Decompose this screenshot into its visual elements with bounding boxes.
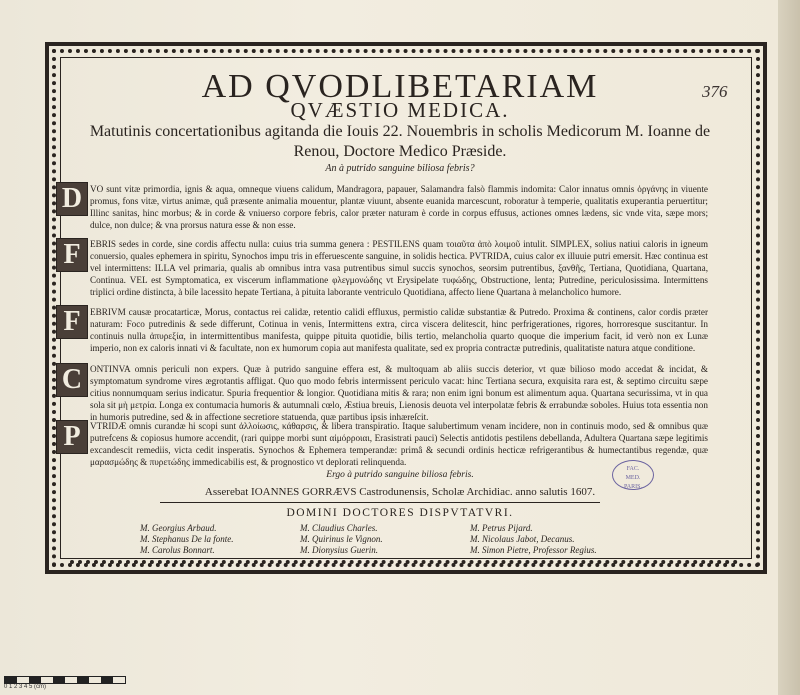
bottom-ornament [70, 560, 738, 573]
page-number: 376 [702, 82, 728, 101]
doctor-name: M. Stephanus De la fonte. [140, 534, 234, 544]
paragraph-4: ONTINVA omnis periculi non expers. Quæ à putrido sanguine effera est, & multoquam ab aliis succis deterior, vt quæ bilioso modo accedat & incidat, & symptomatum syndrome vires ægrotantis affligat. Quo quo modo febris intermissent periculo vacat: hinc Tertiana secura, exquisita rara est, & septimo circuitu sæpe citius nonnumquam serius indicatur. Spuria frequentior & longior. Quotidiana mitis & rara; non enim igni bonum est alimentum aqua. Quartana securissima, vt in qua sola sit μὴ μετρία. Longa ex contumacia humoris & autumnali cœlo, Æstiua breuis, Lienosis deuota vel interpolatæ febris & errabundæ soboles. Huius tota essentia non in humoris putredine, sed & in affectione secretiore statuenda, quæ partibus ipsis inhæreſcit. [90, 364, 708, 422]
doctor-name: M. Claudius Charles. [300, 523, 378, 533]
dropcap-c: C [56, 363, 88, 397]
dropcap-d: D [56, 182, 88, 216]
announcement-text: Matutinis concertationibus agitanda die Iouis 22. Nouembris in scholis Medicorum M. Ioanne de Renou, Doctore Medico Præside. [89, 123, 711, 160]
dropcap-f2: F [56, 305, 88, 339]
doctor-name: M. Simon Pietre, Professor Regius. [470, 545, 597, 555]
doctors-list [140, 523, 660, 556]
stamp-line-2: MED. [625, 475, 641, 481]
doctor-name: M. Georgius Arbaud. [140, 523, 217, 533]
doctor-name: M. Petrus Pijard. [470, 523, 533, 533]
defender-line: Asserebat IOANNES GORRÆVS Castrodunensis, Scholæ Archidiac. anno salutis 1607. [204, 486, 596, 498]
scale-label: 0 1 2 3 4 5 (cm) [4, 684, 47, 690]
doctor-name: M. Nicolaus Jabot, Decanus. [470, 534, 575, 544]
stamp-line-1: FAC. [626, 466, 640, 472]
divider-rule [160, 502, 600, 503]
document-title: AD QVODLIBETARIAM [201, 68, 599, 105]
paragraph-3: EBRIVM causæ procatarticæ, Morus, contactus rei calidæ, retentio calidi effluxus, permistio calidæ substantiæ & Putredo. Proxima & continens, calor cordis præter naturam: Foco putredinis & sede differunt, Cotinua in venis, Intermittens extra, circa viscera delitescit, hinc perfrigerationes, rigores, horroresque suscitantur. In continuis nulla ἀπυρεξία, in intermittentibus manifesta, quippe pituita quotidie, bilis tertio, melancholia quarto quoque die imperium facit, id verò non ex Lunæ imperio, non ex caloris innati vi & facultate, non ex humorum copia aut manifesta qualitate, sed ex propria contractæ putredinis, qualitatiste natura atque conditione. [90, 307, 708, 353]
paragraph-1: VO sunt vitæ primordia, ignis & aqua, omneque viuens calidum, Mandragora, papauer, Salamandra falsò flammis indomita: Calor innatus omnis ὀργάνης in viuente promus, fons vitæ, virtus animæ, quâ præsente animalia mouentur, plantæ viuunt, absente euanida marcescunt, roboratur à temperie, qualitatis exuperantia peruertitur; Illinc sanitas, hinc morbus; & in corde & vniuerso corpore febris, calor præter naturam è corde in corpus effusus, actiones omnes lædens, sic vnde vita, sæpe mors; dulce, non dulce; & vna prorsus natura esse & non esse. [90, 184, 708, 230]
doctor-name: M. Carolus Bonnart. [140, 545, 215, 555]
paragraph-2: EBRIS sedes in corde, sine cordis affectu nulla: cuius tria summa genera : PESTILENS quam τοιαῦτα ἀπὸ λοιμοῦ intulit. SIMPLEX, solius natiui caloris in igneum conuersio, quales ephemera in spiritu, Synochos impu tris in efferuescente sanguine, in solidis hectica. PVTRIDA, cuius calor ex illuuie putri emersit. Hæc continua est vel intermittens: ILLA vel primaria, qualis ab omnibus intra vasa putrentibus simul succis synochos, seorsim putrentibus, ξανθῆς, Tertiana, Quotidiana, Quartana, Continua. VEL est Symptomatica, ex viscerum inflammatione φλεγμονώδης vt Erysipelate τυφώδης, Obstructione, lenta; Putredine, periculosissima. Intermittens triplici ordine distincta, à bile lacessito hepate Tertiana, à pituita laborante ventriculo Quotidiana, affecto liene Quartana à melancholico humore. [90, 239, 708, 297]
doctors-heading: DOMINI DOCTORES DISPVTATVRI. [286, 507, 514, 519]
document-subtitle: QVÆSTIO MEDICA. [290, 98, 510, 122]
dropcap-f: F [56, 238, 88, 272]
stamp-line-3: PARIS. [624, 484, 642, 490]
scale-bar [4, 676, 126, 684]
doctor-name: M. Dionysius Guerin. [300, 545, 378, 555]
question-line: An à putrido sanguine biliosa febris? [325, 163, 475, 174]
paragraph-5: VTRIDÆ omnis curandæ hi scopi sunt ἀλλοίωσις, κάθαρσις, & libera transpiratio. Itaque salubertimum venam incidere, non in continuis modo, sed & omnibus quæ putrefcens & copiosus humore accendit, (rari quippe morbi sunt αἱμόρροιαι, Erasistrati pauci) Selectis antidotis pestilens debellanda, Adultera Quartana sæpe legitimis excandescit remediis, victa cedit insperatis. Synochos & Ephemera temperandæ: primâ & secundi ordinis hecticæ refrigerantibus & humectantibus regendæ, quæ μαρασμώδης & πυρετώδης immedicabilis est, & prognostico vt deplorati relinquenda. [90, 421, 708, 467]
dropcap-p: P [56, 420, 88, 454]
doctor-name: M. Quirinus le Vignon. [300, 534, 383, 544]
conclusion-line: Ergo à putrido sanguine biliosa febris. [326, 470, 474, 480]
